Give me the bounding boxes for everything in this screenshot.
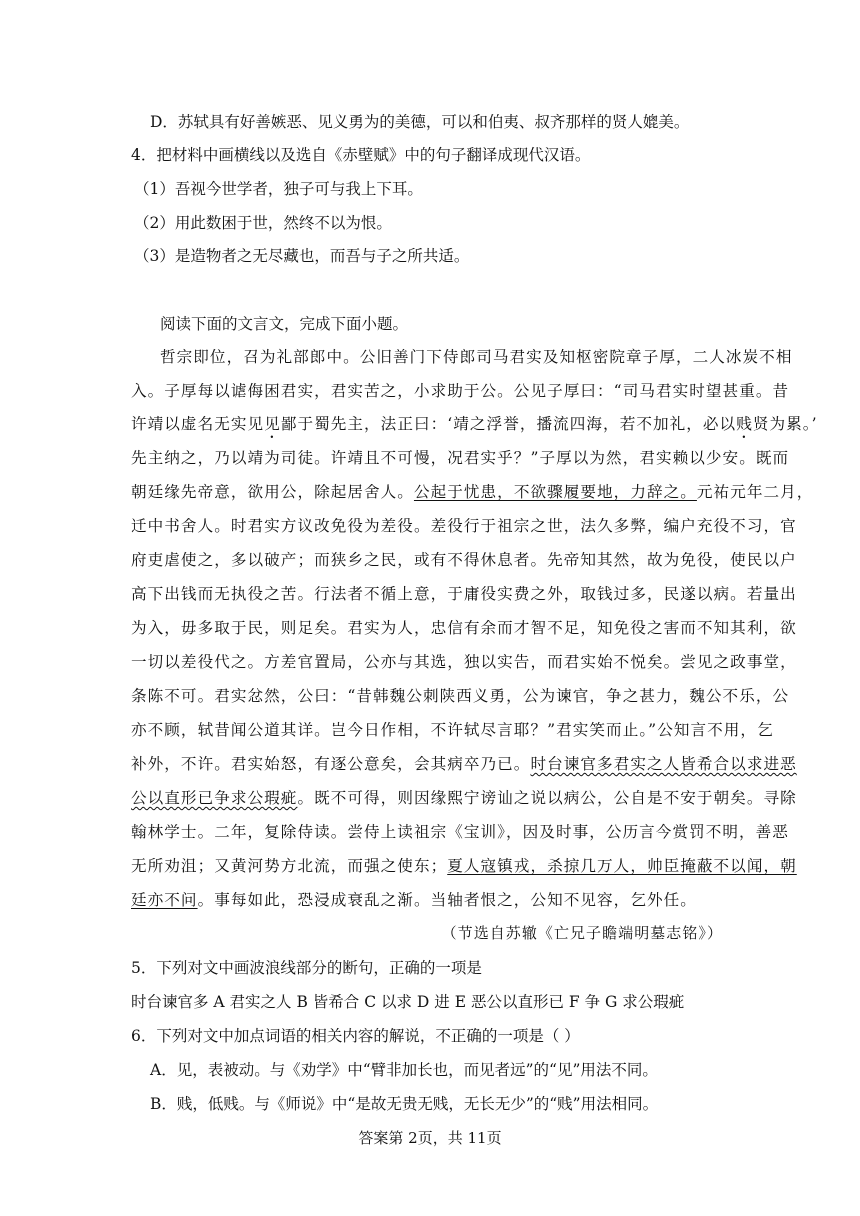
passage-line: 迁中书舍人。时君实方议改免役为差役。差役行于祖宗之世，法久多弊，编户充役不习，官: [131, 517, 797, 535]
passage-text: 。既不可得，则因缘熙宁谤讪之说以病公，公自是不安于朝矣。寻除: [297, 789, 797, 807]
passage-line: 高下出钱而无执役之苦。行法者不循上意，于庸役实费之外，取钱过多，民遂以病。若量出: [131, 585, 797, 603]
passage-source: （节选自苏辙《亡兄子瞻端明墓志铭》）: [441, 924, 723, 942]
q6-option-b: B．贱，低贱。与《师说》中“是故无贵无贱，无长无少”的“贱”用法相同。: [150, 1095, 659, 1113]
passage-line: 为入，毋多取于民，则足矣。君实为人，忠信有余而才智不足，知免役之害而不知其利，欲: [131, 619, 797, 637]
q4-item-1: （1）吾视今世学者，独子可与我上下耳。: [134, 180, 423, 198]
passage-text: 元祐元年二月，: [696, 483, 814, 501]
passage-line: [131, 482, 814, 502]
question-5: 5．下列对文中画波浪线部分的断句，正确的一项是: [131, 959, 482, 977]
page-footer: 答案第 2页，共 11页: [358, 1129, 502, 1147]
passage-line: [131, 754, 797, 774]
passage-text: 无所劝沮；又黄河势方北流，而强之使东；: [131, 857, 448, 875]
wavy-underlined-sentence: 公以直形已争求公瑕疵: [131, 789, 298, 807]
option-d: D．苏轼具有好善嫉恶、见义勇为的美德，可以和伯夷、叔齐那样的贤人媲美。: [150, 113, 690, 131]
passage-text: 许靖以虚名无实见: [131, 415, 265, 433]
passage-text: 补外，不许。君实始怒，有逐公意矣，会其病卒乃已。: [131, 755, 531, 773]
passage-line: [131, 414, 818, 442]
passage-line: 亦不顾，轼昔闻公道其详。岂今日作相，不许轼尽言耶？”君实笑而止。”公知言不用，乞: [131, 721, 774, 739]
passage-line: [131, 890, 697, 910]
q5-segmentation: 时台谏官多 A 君实之人 B 皆希合 C 以求 D 进 E 恶公以直形已 F 争 G 求公瑕疵: [131, 993, 685, 1011]
dotted-word-jian-low: 贱: [736, 415, 753, 433]
passage-line: 一切以差役代之。方差官置局，公亦与其选，独以实告，而君实始不悦矣。尝见之政事堂，: [131, 653, 797, 671]
wavy-underlined-sentence: 时台谏官多君实之人皆希合以求进恶: [530, 755, 797, 773]
passage-line: [131, 788, 797, 808]
question-4: 4．把材料中画横线以及选自《赤壁赋》中的句子翻译成现代汉语。: [131, 146, 591, 164]
q4-item-3: （3）是造物者之无尽藏也，而吾与子之所共适。: [134, 247, 470, 265]
passage-line: 哲宗即位，召为礼部郎中。公旧善门下侍郎司马君实及知枢密院章子厚，二人冰炭不相: [160, 348, 793, 366]
passage-line: 入。子厚每以谑侮困君实，君实苦之，小求助于公。公见子厚曰：“司马君实时望甚重。昔: [131, 382, 790, 400]
passage-text: 贤为累。’: [752, 415, 818, 433]
reading-intro: 阅读下面的文言文，完成下面小题。: [160, 315, 409, 333]
passage-line: [131, 856, 797, 876]
underlined-sentence: 夏人寇镇戎，杀掠几万人，帅臣掩蔽不以闻，朝: [447, 857, 797, 875]
passage-line: 府吏虐使之，多以破产；而狭乡之民，或有不得休息者。先帝知其然，故为免役，使民以户: [131, 551, 797, 569]
underlined-sentence: 廷亦不问: [131, 891, 198, 909]
q6-option-a: A．见，表被动。与《劝学》中“臂非加长也，而见者远”的“见”用法不同。: [150, 1061, 658, 1079]
passage-text: 朝廷缘先帝意，欲用公，除起居舍人。: [131, 483, 414, 501]
passage-text: 。事每如此，恐浸成衰乱之渐。当轴者恨之，公知不见容，乞外任。: [197, 891, 697, 909]
dotted-word-jian: 见: [264, 415, 281, 433]
underlined-sentence: 公起于忧患，不欲骤履要地，力辞之。: [413, 483, 697, 501]
q4-item-2: （2）用此数困于世，然终不以为恨。: [134, 214, 392, 232]
question-6: 6．下列对文中加点词语的相关内容的解说，不正确的一项是（ ）: [131, 1027, 580, 1045]
passage-line: 翰林学士。二年，复除侍读。尝侍上读祖宗《宝训》，因及时事，公历言今赏罚不明，善恶: [131, 823, 789, 841]
passage-text: 鄙于蜀先主，法正曰：‘靖之浮誉，播流四海，若不加礼，必以: [280, 415, 737, 433]
passage-line: 先主纳之，乃以靖为司徒。许靖且不可慢，况君实乎？”子厚以为然，君实赖以少安。既而: [131, 449, 790, 467]
passage-line: 条陈不可。君实忿然，公曰：“昔韩魏公刺陕西义勇，公为谏官，争之甚力，魏公不乐，公: [131, 687, 790, 705]
